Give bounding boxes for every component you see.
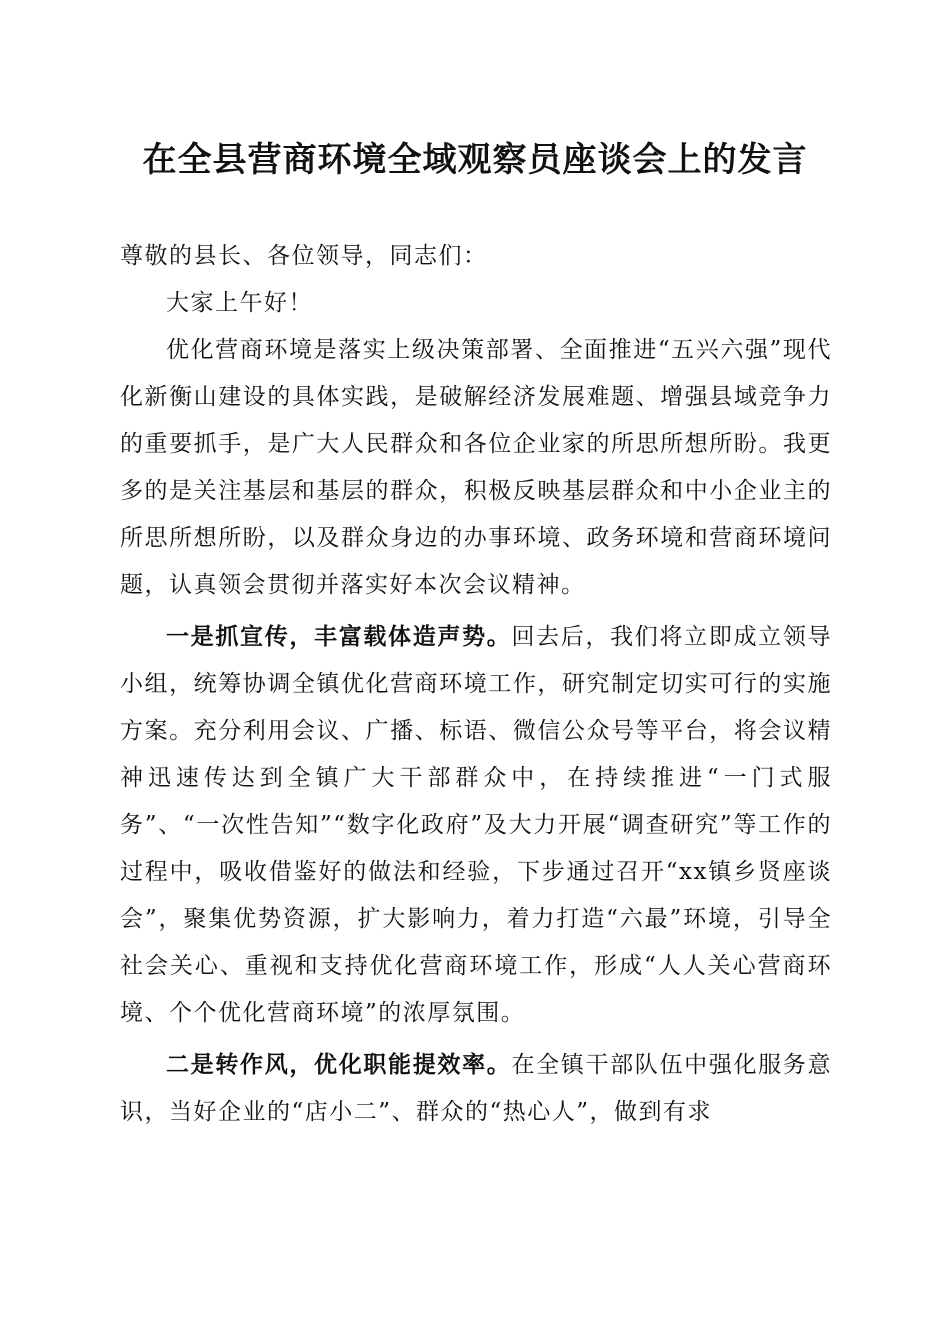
section-paragraph <box>120 613 832 1037</box>
intro-paragraph: 优化营商环境是落实上级决策部署、全面推进“五兴六强”现代化新衡山建设的具体实践，是破解经济发展难题、增强县域竞争力的重要抓手，是广大人民群众和各位企业家的所思所想所盼。我更多的是关注基层和基层的群众，积极反映基层群众和中小企业主的所思所想所盼，以及群众身边的办事环境、政务环境和营商环境问题，认真领会贯彻并落实好本次会议精神。 <box>120 337 832 598</box>
section-text: 回去后，我们将立即成立领导小组，统筹协调全镇优化营商环境工作，研究制定切实可行的实施方案。充分利用会议、广播、标语、微信公众号等平台，将会议精神迅速传达到全镇广大干部群众中，在持续推进“一门式服务”、“一次性告知”“数字化政府”及大力开展“调查研究”等工作的过程中，吸收借鉴好的做法和经验，下步通过召开“xx镇乡贤座谈会”，聚集优势资源，扩大影响力，着力打造“六最”环境，引导全社会关心、重视和支持优化营商环境工作，形成“人人关心营商环境、个个优化营商环境”的浓厚氛围。 <box>120 624 833 1026</box>
greeting: 大家上午好！ <box>166 290 313 316</box>
section-text: 在全镇干部队伍中强化服务意识，当好企业的“店小二”、群众的“热心人”，做到有求 <box>120 1052 833 1125</box>
document-title: 在全县营商环境全域观察员座谈会上的发言 <box>142 140 808 180</box>
section-paragraph <box>120 1041 832 1136</box>
section-heading: 一是抓宣传，丰富载体造声势。 <box>166 623 512 650</box>
section-heading: 二是转作风，优化职能提效率。 <box>166 1051 512 1078</box>
document-body <box>120 233 832 1136</box>
salutation: 尊敬的县长、各位领导，同志们： <box>120 243 488 269</box>
